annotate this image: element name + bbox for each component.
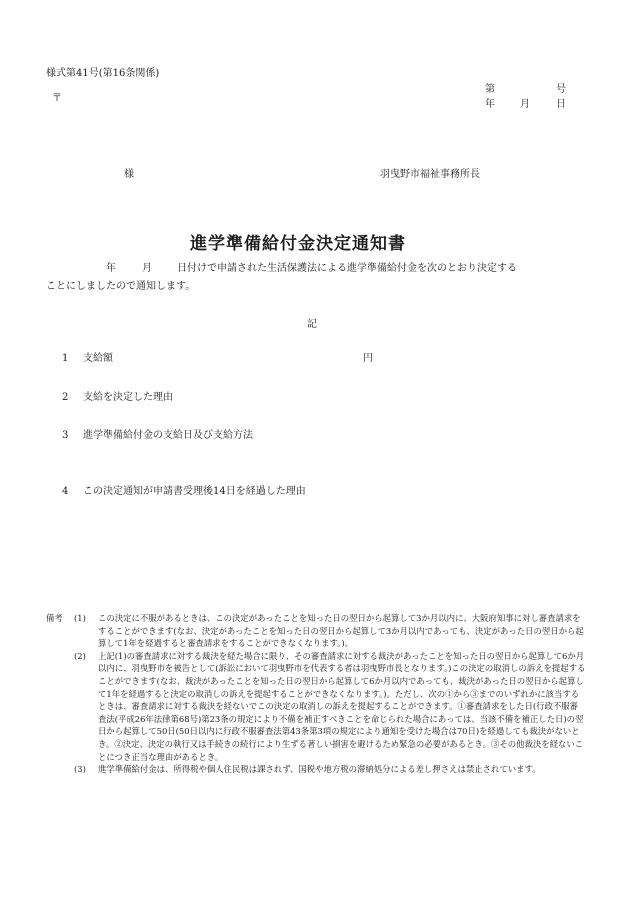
- date-year: 年: [485, 99, 495, 110]
- note-number: (1): [74, 613, 86, 623]
- note-number: (2): [74, 650, 86, 661]
- item-label: 支給額: [83, 353, 113, 364]
- item-number: 4: [62, 486, 69, 497]
- note-text: この決定に不服があるときは、この決定があったことを知った日の翌日から起算して3か月以内に、大阪府知事に対し審査請求をすることができます(なお、決定があったことを知った日の翌日から起算して3か月以内であっても、決定があった日の翌日から起算して1年を経過すると審査請求をすることができなくなります。)。: [98, 613, 584, 649]
- notes-label: 備考: [46, 613, 63, 623]
- date-month: 月: [520, 99, 530, 110]
- note-item: [74, 650, 586, 763]
- intro-month: 月: [142, 263, 152, 274]
- ki-heading: 記: [307, 319, 317, 330]
- intro-line2: ことにしましたので通知します。: [46, 281, 196, 292]
- date-day: 日: [556, 99, 566, 110]
- intro-year: 年: [106, 263, 116, 274]
- doc-number-go: 号: [556, 84, 566, 95]
- note-item: [46, 612, 586, 650]
- issuer: 羽曳野市福祉事務所長: [380, 169, 480, 180]
- postal-mark: 〒: [52, 93, 62, 104]
- intro-text: 日付けで申請された生活保護法による進学準備給付金を次のとおり決定する: [177, 263, 517, 274]
- item-number: 2: [62, 392, 69, 403]
- note-item: [74, 763, 586, 776]
- note-text: 進学準備給付金は、所得税や個人住民税は課されず、国税や地方税の滞納処分による差し押さえは禁止されています。: [98, 764, 541, 775]
- item-label: 支給を決定した理由: [83, 392, 173, 403]
- item-label: この決定通知が申請書受理後14日を経過した理由: [83, 486, 306, 497]
- item-number: 1: [62, 353, 69, 364]
- form-label: 様式第41号(第16条関係): [46, 68, 160, 79]
- item-number: 3: [62, 430, 69, 441]
- notes-section: [46, 612, 586, 776]
- doc-number-dai: 第: [485, 84, 495, 95]
- note-number: (3): [74, 764, 86, 775]
- addressee-suffix: 様: [124, 169, 134, 180]
- document-title: 進学準備給付金決定通知書: [190, 234, 406, 254]
- item-label: 進学準備給付金の支給日及び支給方法: [83, 430, 253, 441]
- note-text: 上記(1)の審査請求に対する裁決を経た場合に限り、その審査請求に対する裁決があったことを知った日の翌日から起算して6か月以内に、羽曳野市を被告として(訴訟において羽曳野市を代表する者は羽曳野市長となります。)この決定の取消しの訴えを提起することができます(なお、裁決があったことを知った日の翌日から起算して6か月以内であっても、裁決があった日の翌日から起算して1年を経過すると決定の取消しの訴えを提起することができなくなります。)。ただし、次の①から③までのいずれかに該当するときは、審査請求に対する裁決を経ないでこの決定の取消しの訴えを提起することができます。①審査請求をした日(行政不服審査法(平成26年法律第68号)第23条の規定により不備を補正すべきことを命じられた場合にあっては、当該不備を補正した日)の翌日から起算して50日(50日以内に行政不服審査法第43条第3項の規定により通知を受けた場合は70日)を経過しても裁決がないとき。②決定、決定の執行又は手続きの続行により生ずる著しい損害を避けるため緊急の必要があるとき。③その他裁決を経ないことにつき正当な理由があるとき。: [98, 650, 586, 762]
- amount-unit: 円: [363, 353, 373, 364]
